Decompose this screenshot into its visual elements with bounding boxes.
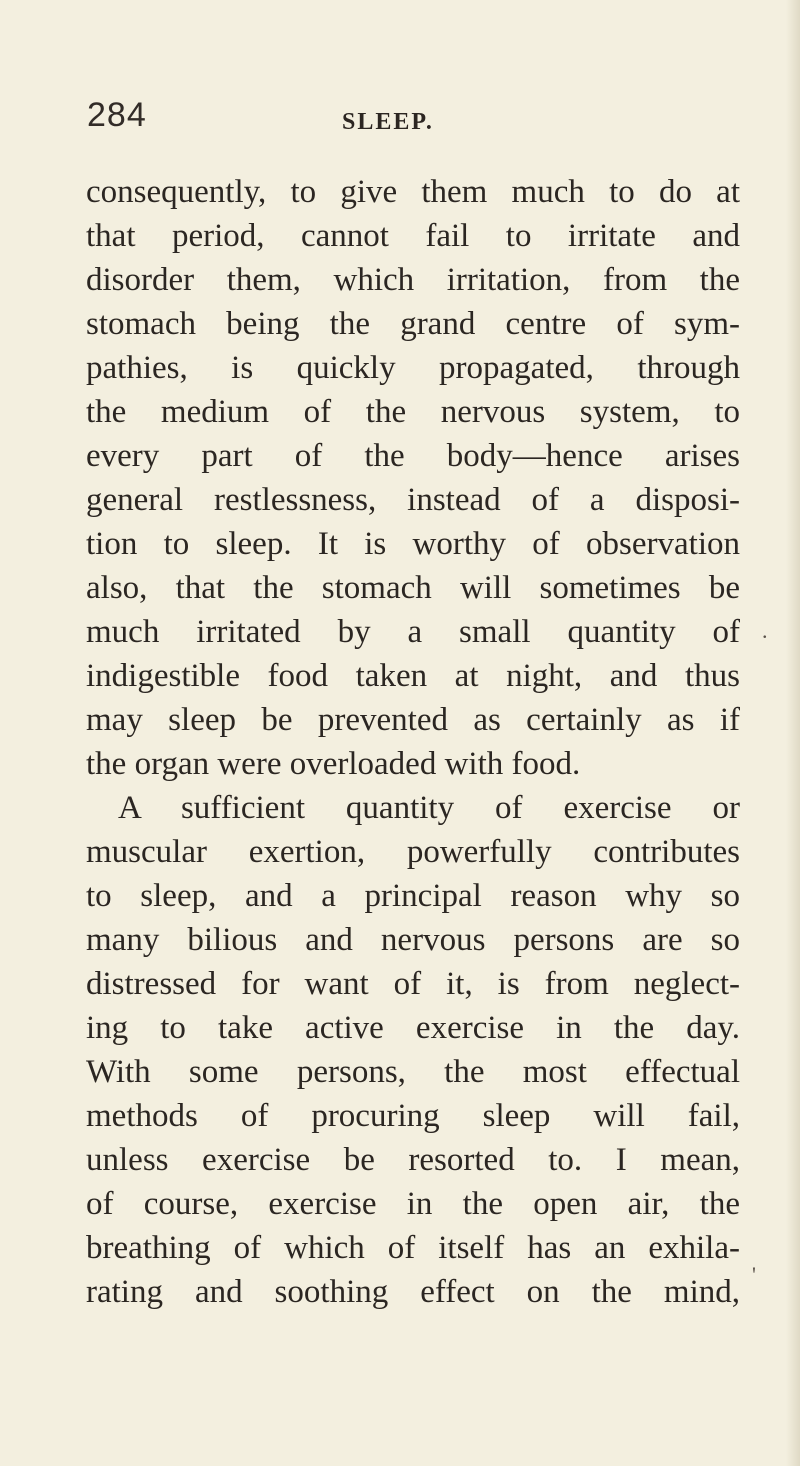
text-line: ing to take active exercise in the day. <box>86 1010 740 1046</box>
paragraph-first-line: A sufficient quantity of exercise or <box>118 790 740 826</box>
text-line: general restlessness, instead of a disposi- <box>86 482 740 518</box>
text-line: to sleep, and a principal reason why so <box>86 878 740 914</box>
text-line: every part of the body—hence arises <box>86 438 740 474</box>
text-line: pathies, is quickly propagated, through <box>86 350 740 386</box>
text-line: disorder them, which irritation, from the <box>86 262 740 298</box>
text-line: many bilious and nervous persons are so <box>86 922 740 958</box>
text-line: rating and soothing effect on the mind, <box>86 1274 740 1310</box>
text-line: methods of procuring sleep will fail, <box>86 1098 740 1134</box>
text-line: distressed for want of it, is from neglect- <box>86 966 740 1002</box>
stray-ink-dot: . <box>762 618 768 643</box>
text-line: With some persons, the most effectual <box>86 1054 740 1090</box>
text-line: also, that the stomach will sometimes be <box>86 570 740 606</box>
text-line: consequently, to give them much to do at <box>86 174 740 210</box>
text-line: muscular exertion, powerfully contributes <box>86 834 740 870</box>
text-line: much irritated by a small quantity of <box>86 614 740 650</box>
text-line: breathing of which of itself has an exhila- <box>86 1230 740 1266</box>
text-line: stomach being the grand centre of sym- <box>86 306 740 342</box>
stray-ink-tick: ' <box>752 1262 756 1287</box>
text-line: may sleep be prevented as certainly as if <box>86 702 740 738</box>
text-line: tion to sleep. It is worthy of observation <box>86 526 740 562</box>
text-line: unless exercise be resorted to. I mean, <box>86 1142 740 1178</box>
page-number: 284 <box>87 96 147 134</box>
text-line: the medium of the nervous system, to <box>86 394 740 430</box>
text-line: of course, exercise in the open air, the <box>86 1186 740 1222</box>
text-line: that period, cannot fail to irritate and <box>86 218 740 254</box>
text-line: the organ were overloaded with food. <box>86 746 581 782</box>
page-edge-shadow <box>786 0 800 1466</box>
text-line: indigestible food taken at night, and thus <box>86 658 740 694</box>
running-head: SLEEP. <box>342 109 434 135</box>
